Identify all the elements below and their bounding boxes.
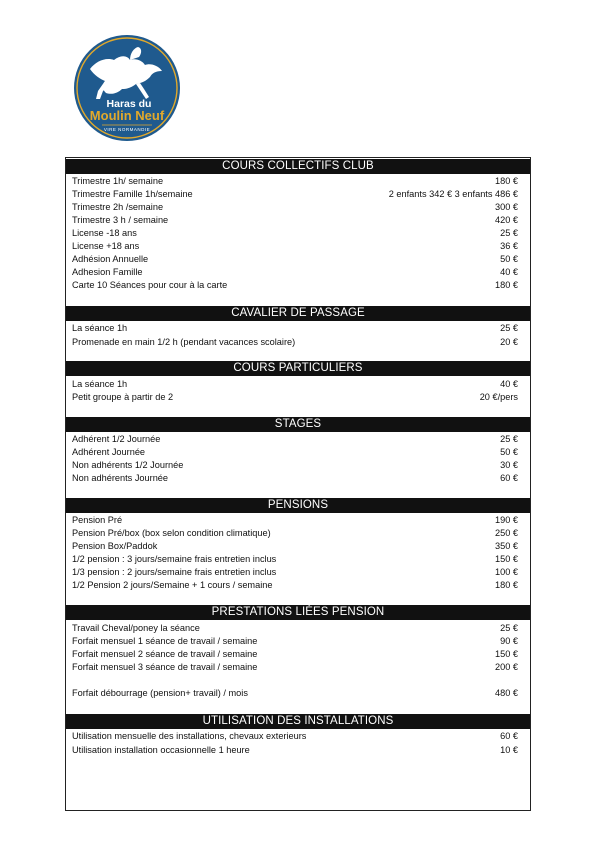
row-price: 25 € bbox=[500, 434, 518, 444]
price-row bbox=[72, 214, 518, 227]
row-label: Trimestre 2h /semaine bbox=[72, 202, 164, 212]
row-price: 300 € bbox=[495, 202, 518, 212]
row-price: 180 € bbox=[495, 176, 518, 186]
price-row bbox=[72, 201, 518, 214]
section-header: UTILISATION DES INSTALLATIONS bbox=[66, 714, 530, 729]
row-price: 190 € bbox=[495, 515, 518, 525]
row-label: Forfait mensuel 2 séance de travail / semaine bbox=[72, 649, 258, 659]
price-row bbox=[72, 687, 518, 700]
row-price: 30 € bbox=[500, 460, 518, 470]
price-row bbox=[72, 635, 518, 648]
row-price: 350 € bbox=[495, 541, 518, 551]
row-price: 420 € bbox=[495, 215, 518, 225]
row-label: La séance 1h bbox=[72, 379, 128, 389]
row-label: Non adhérents Journée bbox=[72, 473, 169, 483]
row-label: Travail Cheval/poney la séance bbox=[72, 623, 200, 633]
row-price: 40 € bbox=[500, 379, 518, 389]
row-label: License +18 ans bbox=[72, 241, 140, 251]
row-family-prices: 2 enfants 342 € 3 enfants 486 € bbox=[388, 189, 518, 199]
price-row bbox=[72, 188, 518, 201]
price-row bbox=[72, 391, 518, 404]
section-header: PRESTATIONS LIÉES PENSION bbox=[66, 605, 530, 620]
price-row bbox=[72, 279, 518, 292]
price-row bbox=[72, 648, 518, 661]
price-row bbox=[72, 527, 518, 540]
row-label: Adhérent Journée bbox=[72, 447, 146, 457]
club-logo bbox=[72, 33, 182, 143]
row-price: 180 € bbox=[495, 580, 518, 590]
row-price: 180 € bbox=[495, 280, 518, 290]
logo-line2: Moulin Neuf bbox=[89, 108, 165, 123]
row-label: Forfait mensuel 3 séance de travail / semaine bbox=[72, 662, 258, 672]
row-price: 50 € bbox=[500, 447, 518, 457]
price-row bbox=[72, 446, 518, 459]
row-label: 1/2 pension : 3 jours/semaine frais entretien inclus bbox=[72, 554, 277, 564]
price-row bbox=[72, 540, 518, 553]
price-row bbox=[72, 175, 518, 188]
price-row bbox=[72, 378, 518, 391]
price-row bbox=[72, 240, 518, 253]
price-row bbox=[72, 622, 518, 635]
row-label: Utilisation installation occasionnelle 1 heure bbox=[72, 745, 250, 755]
price-row bbox=[72, 579, 518, 592]
row-price: 250 € bbox=[495, 528, 518, 538]
row-label: Petit groupe à partir de 2 bbox=[72, 392, 174, 402]
logo-tagline: VIRE NORMANDIE bbox=[103, 127, 151, 132]
row-price: 60 € bbox=[500, 731, 518, 741]
logo-line1: Haras du bbox=[106, 98, 152, 110]
row-price: 40 € bbox=[500, 267, 518, 277]
row-label: Trimestre 1h/ semaine bbox=[72, 176, 164, 186]
price-row bbox=[72, 730, 518, 743]
price-row bbox=[72, 459, 518, 472]
row-price: 50 € bbox=[500, 254, 518, 264]
row-label: Promenade en main 1/2 h (pendant vacances scolaire) bbox=[72, 337, 296, 347]
row-label: Pension Pré bbox=[72, 515, 123, 525]
price-row bbox=[72, 661, 518, 674]
row-label: Adhésion Annuelle bbox=[72, 254, 149, 264]
row-label: 1/3 pension : 2 jours/semaine frais entretien inclus bbox=[72, 567, 277, 577]
row-price: 36 € bbox=[500, 241, 518, 251]
section-header: STAGES bbox=[66, 417, 530, 432]
row-label: Pension Box/Paddok bbox=[72, 541, 158, 551]
row-label: Carte 10 Séances pour cour à la carte bbox=[72, 280, 228, 290]
row-label: Pension Pré/box (box selon condition climatique) bbox=[72, 528, 271, 538]
section-header: CAVALIER DE PASSAGE bbox=[66, 306, 530, 321]
row-label: Non adhérents 1/2 Journée bbox=[72, 460, 184, 470]
row-price: 25 € bbox=[500, 323, 518, 333]
row-price: 100 € bbox=[495, 567, 518, 577]
row-price: 90 € bbox=[500, 636, 518, 646]
section-header: COURS COLLECTIFS CLUB bbox=[66, 159, 530, 174]
price-row bbox=[72, 253, 518, 266]
row-price: 60 € bbox=[500, 473, 518, 483]
row-label: Forfait débourrage (pension+ travail) / mois bbox=[72, 688, 248, 698]
price-row bbox=[72, 227, 518, 240]
price-row bbox=[72, 322, 518, 335]
row-label: Adhérent 1/2 Journée bbox=[72, 434, 161, 444]
price-row bbox=[72, 336, 518, 349]
row-price: 150 € bbox=[495, 554, 518, 564]
row-label: Trimestre 3 h / semaine bbox=[72, 215, 169, 225]
price-row bbox=[72, 433, 518, 446]
row-label: Forfait mensuel 1 séance de travail / semaine bbox=[72, 636, 258, 646]
price-list bbox=[65, 157, 531, 811]
row-label: Trimestre Famille 1h/semaine bbox=[72, 189, 193, 199]
price-row bbox=[72, 744, 518, 757]
row-price: 480 € bbox=[495, 688, 518, 698]
row-label: 1/2 Pension 2 jours/Semaine + 1 cours / semaine bbox=[72, 580, 273, 590]
row-label: License -18 ans bbox=[72, 228, 137, 238]
price-row bbox=[72, 472, 518, 485]
row-price: 25 € bbox=[500, 623, 518, 633]
row-label: La séance 1h bbox=[72, 323, 128, 333]
price-row bbox=[72, 514, 518, 527]
price-row bbox=[72, 266, 518, 279]
row-price: 20 €/pers bbox=[479, 392, 518, 402]
section-header: PENSIONS bbox=[66, 498, 530, 513]
row-price: 150 € bbox=[495, 649, 518, 659]
row-label: Adhesion Famille bbox=[72, 267, 143, 277]
row-price: 20 € bbox=[500, 337, 518, 347]
row-label: Utilisation mensuelle des installations, chevaux exterieurs bbox=[72, 731, 307, 741]
row-price: 200 € bbox=[495, 662, 518, 672]
row-price: 25 € bbox=[500, 228, 518, 238]
price-row bbox=[72, 553, 518, 566]
price-row bbox=[72, 566, 518, 579]
section-header: COURS PARTICULIERS bbox=[66, 361, 530, 376]
row-price: 10 € bbox=[500, 745, 518, 755]
